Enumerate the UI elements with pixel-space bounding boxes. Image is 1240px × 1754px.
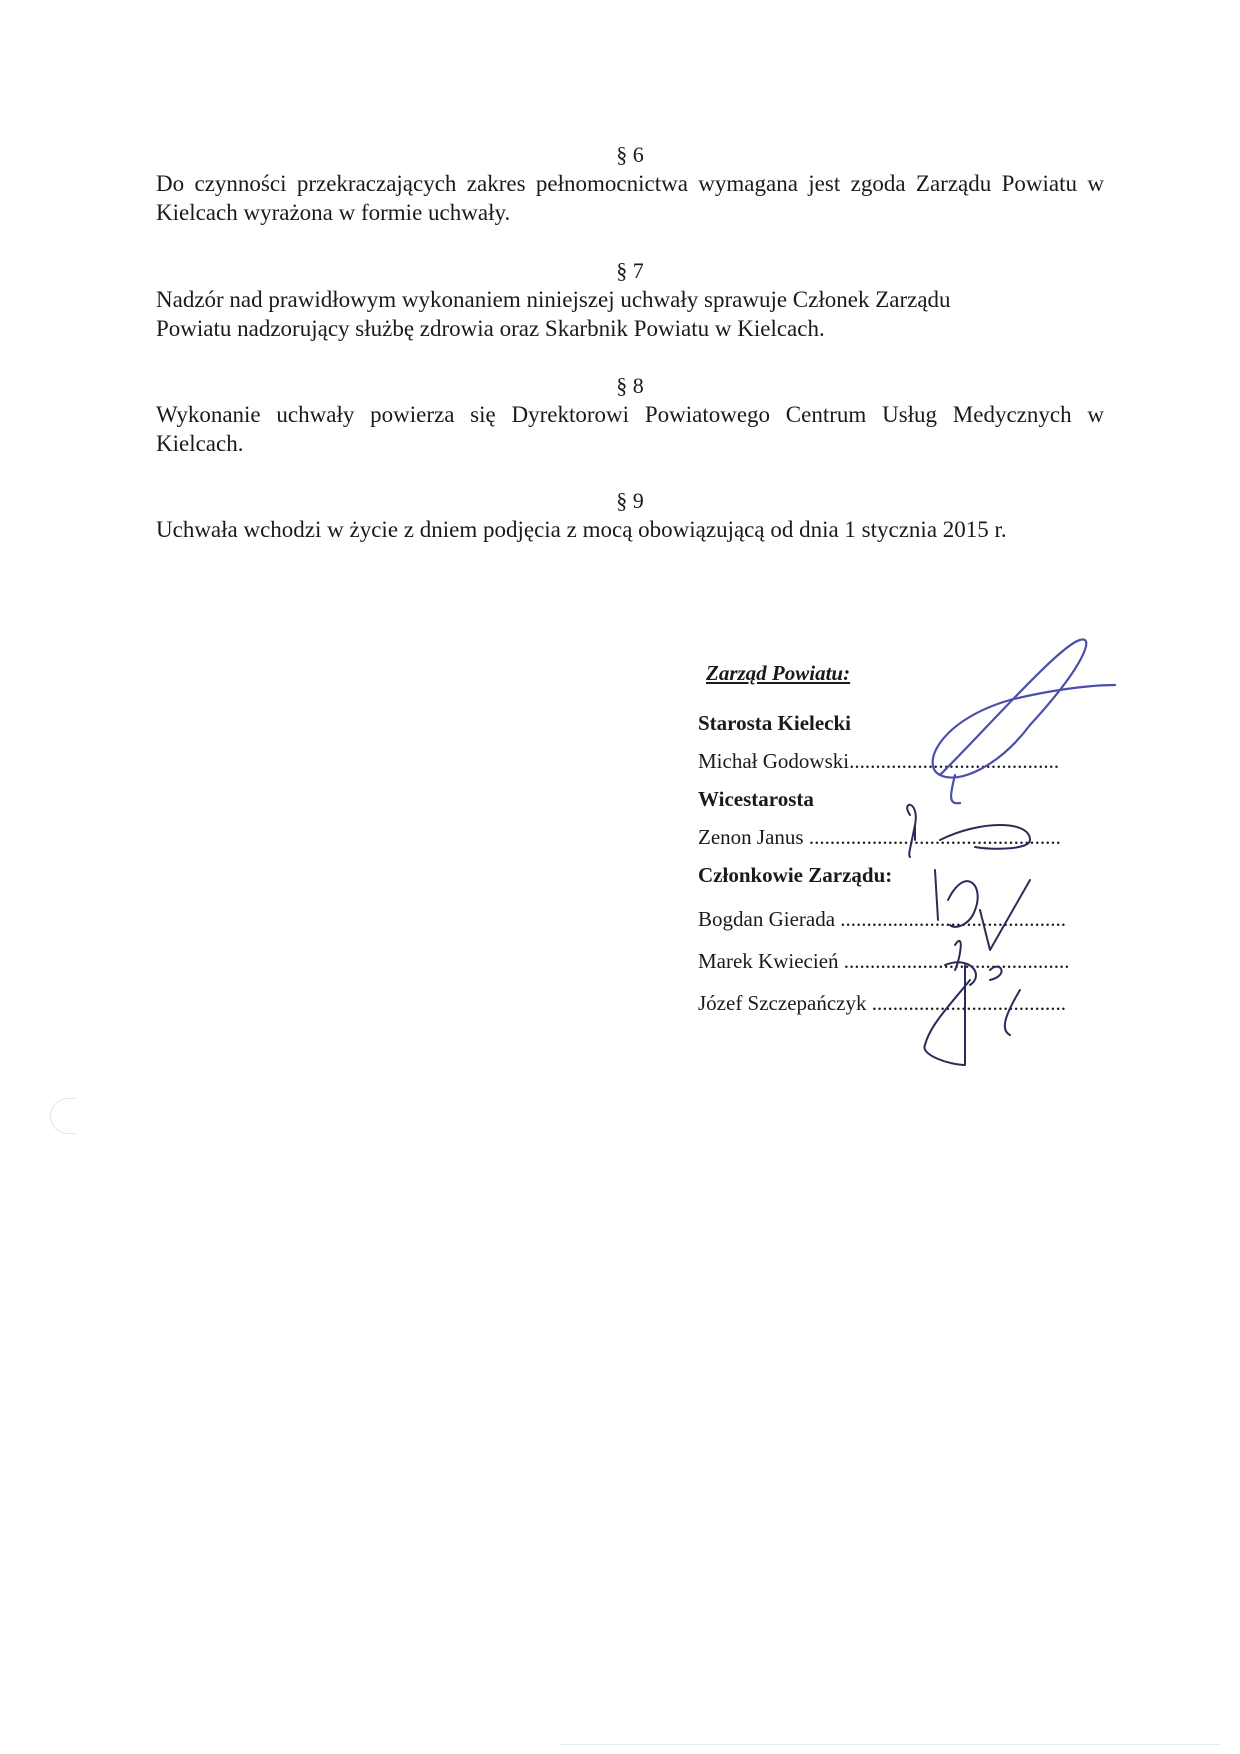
scan-edge-line (560, 1744, 1220, 1745)
signature-gierada (935, 870, 1030, 950)
paragraph-8 (156, 372, 1104, 458)
wicestarosta-title: Wicestarosta (698, 787, 814, 811)
paragraph-text: Nadzór nad prawidłowym wykonaniem niniejszej uchwały sprawuje Członek Zarządu Powiatu nadzorujący służbę zdrowia oraz Skarbnik Powiatu w Kielcach. (156, 287, 951, 341)
wicestarosta-name: Zenon Janus ................................................ (698, 825, 1061, 849)
paragraph-number: § 7 (616, 258, 644, 283)
starosta-name: Michał Godowski........................................ (698, 749, 1060, 773)
signature-godowski-tail (951, 775, 960, 803)
signature-godowski (933, 639, 1115, 777)
members-title: Członkowie Zarządu: (698, 863, 893, 887)
paragraph-9 (156, 487, 1104, 544)
paragraph-number: § 8 (616, 373, 644, 398)
paragraph-number: § 9 (616, 488, 644, 513)
starosta-title: Starosta Kielecki (698, 711, 852, 735)
paragraph-text: Wykonanie uchwały powierza się Dyrektorowi Powiatowego Centrum Usług Medycznych w Kielcach. (156, 402, 1104, 456)
member-kwiecien: Marek Kwiecień ........................................... (698, 949, 1070, 973)
handwritten-signatures (880, 625, 1130, 1085)
scan-artifact (50, 1098, 75, 1134)
member-szczepanczyk: Józef Szczepańczyk ..................................... (698, 991, 1066, 1015)
paragraph-number: § 6 (616, 142, 644, 167)
signature-szczepanczyk (924, 965, 1020, 1065)
paragraph-7 (156, 257, 1104, 343)
signature-janus (907, 805, 916, 857)
member-gierada: Bogdan Gierada ........................................... (698, 907, 1067, 931)
board-heading: Zarząd Powiatu: (706, 661, 851, 685)
paragraph-text: Uchwała wchodzi w życie z dniem podjęcia z mocą obowiązującą od dnia 1 stycznia 2015 r. (156, 517, 1007, 542)
signature-kwiecien (945, 941, 1002, 985)
paragraph-text: Do czynności przekraczających zakres pełnomocnictwa wymagana jest zgoda Zarządu Powiatu w Kielcach wyrażona w formie uchwały. (156, 171, 1104, 225)
signature-janus-loop (940, 825, 1030, 849)
paragraph-6 (156, 141, 1104, 227)
